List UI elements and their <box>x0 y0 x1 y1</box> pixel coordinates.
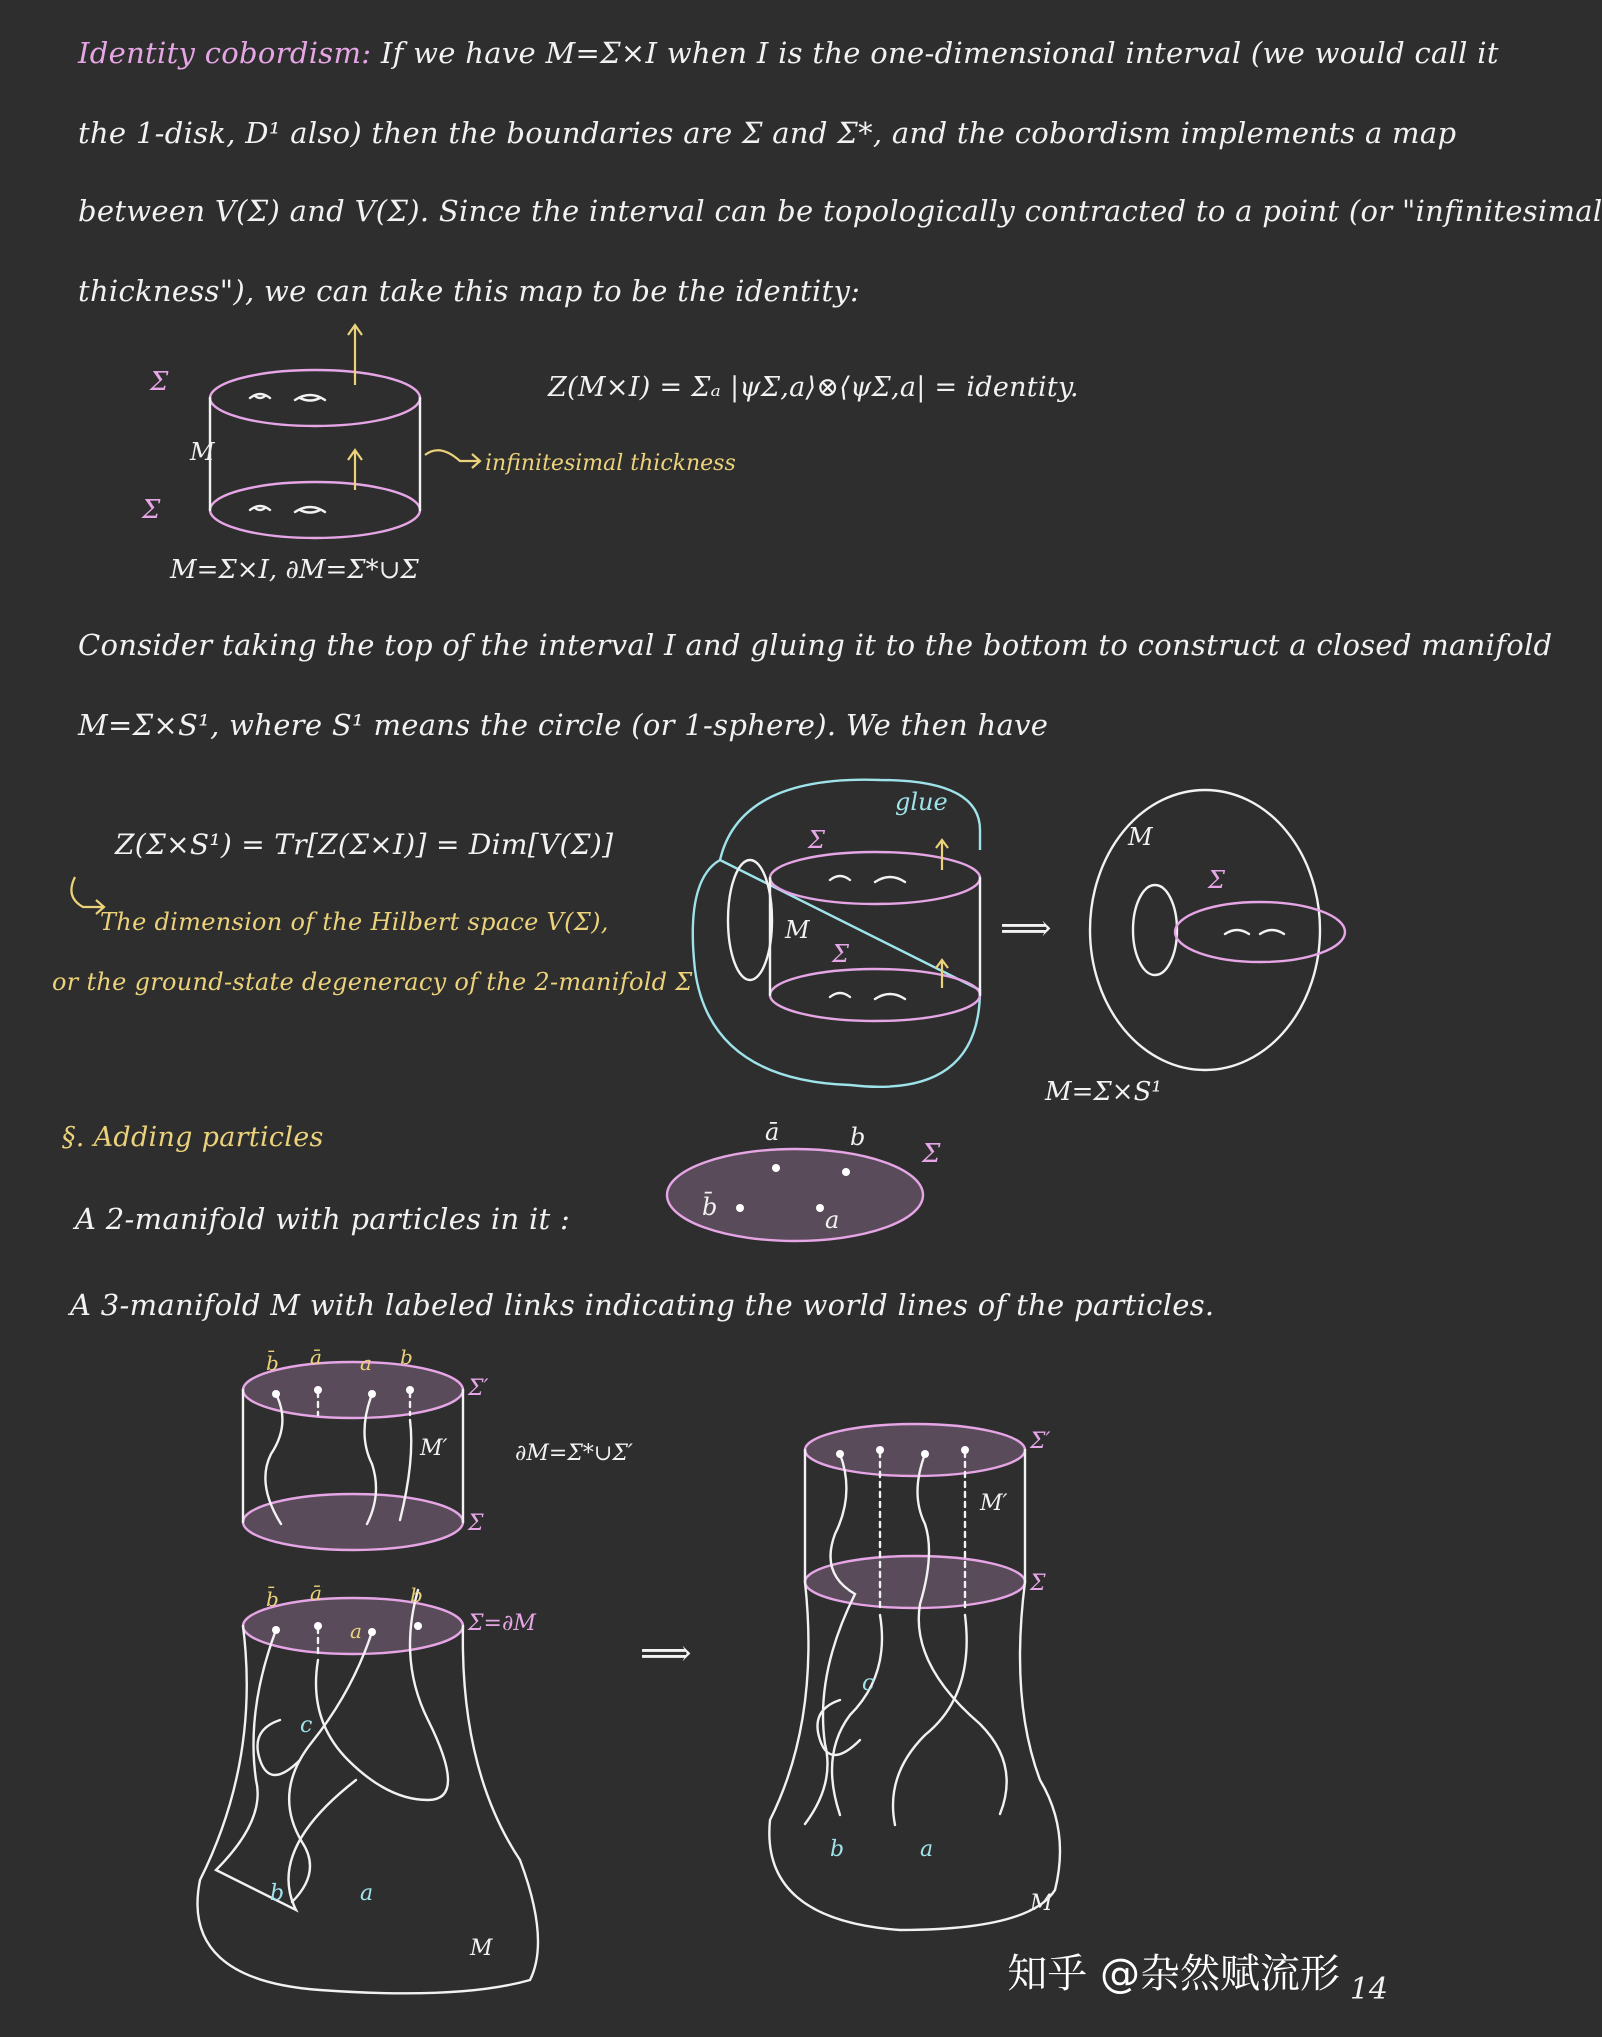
sigma-prime-label: Σ′ <box>468 1376 489 1401</box>
right-c-label: c <box>862 1671 875 1696</box>
zhihu-watermark: 知乎 @杂然赋流形 <box>1007 1951 1340 1997</box>
implies-arrow: ⟹ <box>1000 908 1052 949</box>
right-sigma-label: Σ <box>1030 1571 1046 1596</box>
identity-equation: Z(M×I) = Σₐ |ψΣ,a⟩⊗⟨ψΣ,a| = identity. <box>548 372 1079 403</box>
right-m-label: M <box>1030 1891 1053 1916</box>
top-label-a: a <box>360 1351 372 1375</box>
top-label-b: b <box>400 1345 413 1369</box>
particle-b: b <box>850 1123 866 1151</box>
m-prime-label: M′ <box>420 1436 448 1461</box>
top-boundary-disk <box>210 370 420 426</box>
m-label-2: M <box>785 916 810 944</box>
paragraph-1-line-4: thickness"), we can take this map to be the identity: <box>78 274 861 308</box>
bottom-label-a: a <box>350 1619 362 1643</box>
particle-b-bar: b̄ <box>702 1193 718 1221</box>
bottom-label-a-bar: ā <box>310 1581 322 1605</box>
infinitesimal-thickness-label: infinitesimal thickness <box>485 451 736 476</box>
dimension-note-line-1: The dimension of the Hilbert space V(Σ), <box>100 908 609 936</box>
identity-cobordism-heading: Identity cobordism: <box>78 36 372 70</box>
para1-line1-text: If we have M=Σ×I when I is the one-dimensional interval (we would call it <box>380 36 1499 70</box>
sigma-right-label: Σ <box>1208 866 1225 894</box>
page-number: 14 <box>1349 1972 1388 2007</box>
right-b-label: b <box>830 1837 845 1862</box>
bottom-boundary-disk <box>210 482 420 538</box>
closed-manifold <box>1090 790 1320 1070</box>
section-line-1: A 2-manifold with particles in it : <box>75 1202 571 1236</box>
sigma-label-3: Σ <box>922 1139 941 1169</box>
section-line-2: A 3-manifold M with labeled links indicating the world lines of the particles. <box>70 1288 1215 1322</box>
worldlines-figure-right <box>780 1400 1160 1960</box>
sigma-bottom-label-2: Σ <box>832 940 849 968</box>
particle-a-bar: ā <box>765 1118 780 1146</box>
glue-label: glue <box>895 788 948 816</box>
top-label-a-bar: ā <box>310 1345 322 1369</box>
sigma-top-label-2: Σ <box>808 826 825 854</box>
a-label: a <box>360 1881 374 1906</box>
bottom-label-b-bar: b̄ <box>266 1587 279 1611</box>
right-sigma-prime-label: Σ′ <box>1030 1429 1051 1454</box>
up-arrow-top <box>348 325 362 385</box>
implies-arrow-2: ⟹ <box>640 1633 692 1674</box>
particle-a: a <box>825 1206 840 1234</box>
top-label-b-bar: b̄ <box>266 1351 279 1375</box>
sigma-bottom-label: Σ <box>142 495 161 525</box>
worldlines-figure-left <box>220 1340 780 2010</box>
figure2-caption: M=Σ×S¹ <box>1045 1077 1162 1107</box>
boundary-equation: ∂M=Σ*∪Σ′ <box>515 1441 633 1466</box>
m-label-right: M <box>1128 823 1153 851</box>
identity-cobordism-figure <box>120 310 780 600</box>
bottom-label-b: b <box>410 1583 423 1607</box>
glue-loop <box>693 780 980 1087</box>
right-a-label: a <box>920 1837 934 1862</box>
c-label: c <box>300 1713 313 1738</box>
particles-disk-figure <box>660 1110 960 1260</box>
b-label: b <box>270 1881 285 1906</box>
thickness-arrow <box>425 450 480 468</box>
section-title: §. Adding particles <box>62 1122 324 1153</box>
figure1-caption: M=Σ×I, ∂M=Σ*∪Σ <box>170 555 419 585</box>
paragraph-1-line-3: between V(Σ) and V(Σ). Since the interval can be topologically contracted to a point (or "infinitesimal <box>78 194 1602 228</box>
right-m-prime-label: M′ <box>980 1491 1008 1516</box>
manifold-m-label: M <box>190 438 215 466</box>
sigma-label-4: Σ <box>468 1511 484 1536</box>
sigma-dm-label: Σ=∂M <box>468 1611 536 1636</box>
paragraph-2-line-2: M=Σ×S¹, where S¹ means the circle (or 1-sphere). We then have <box>78 708 1049 742</box>
sigma-top-label: Σ <box>150 367 169 397</box>
paragraph-1-line-2: the 1-disk, D¹ also) then the boundaries are Σ and Σ*, and the cobordism implements a map <box>78 116 1457 150</box>
inner-hole <box>728 860 772 980</box>
m-label-4: M <box>470 1936 493 1961</box>
paragraph-2-line-1: Consider taking the top of the interval I and gluing it to the bottom to construct a closed manifold <box>78 628 1553 662</box>
paragraph-1-line-1 <box>78 36 1499 70</box>
trace-equation: Z(Σ×S¹) = Tr[Z(Σ×I)] = Dim[V(Σ)] <box>115 828 614 861</box>
gluing-figure <box>680 770 1380 1120</box>
dimension-note-line-2: or the ground-state degeneracy of the 2-manifold Σ <box>52 968 693 996</box>
